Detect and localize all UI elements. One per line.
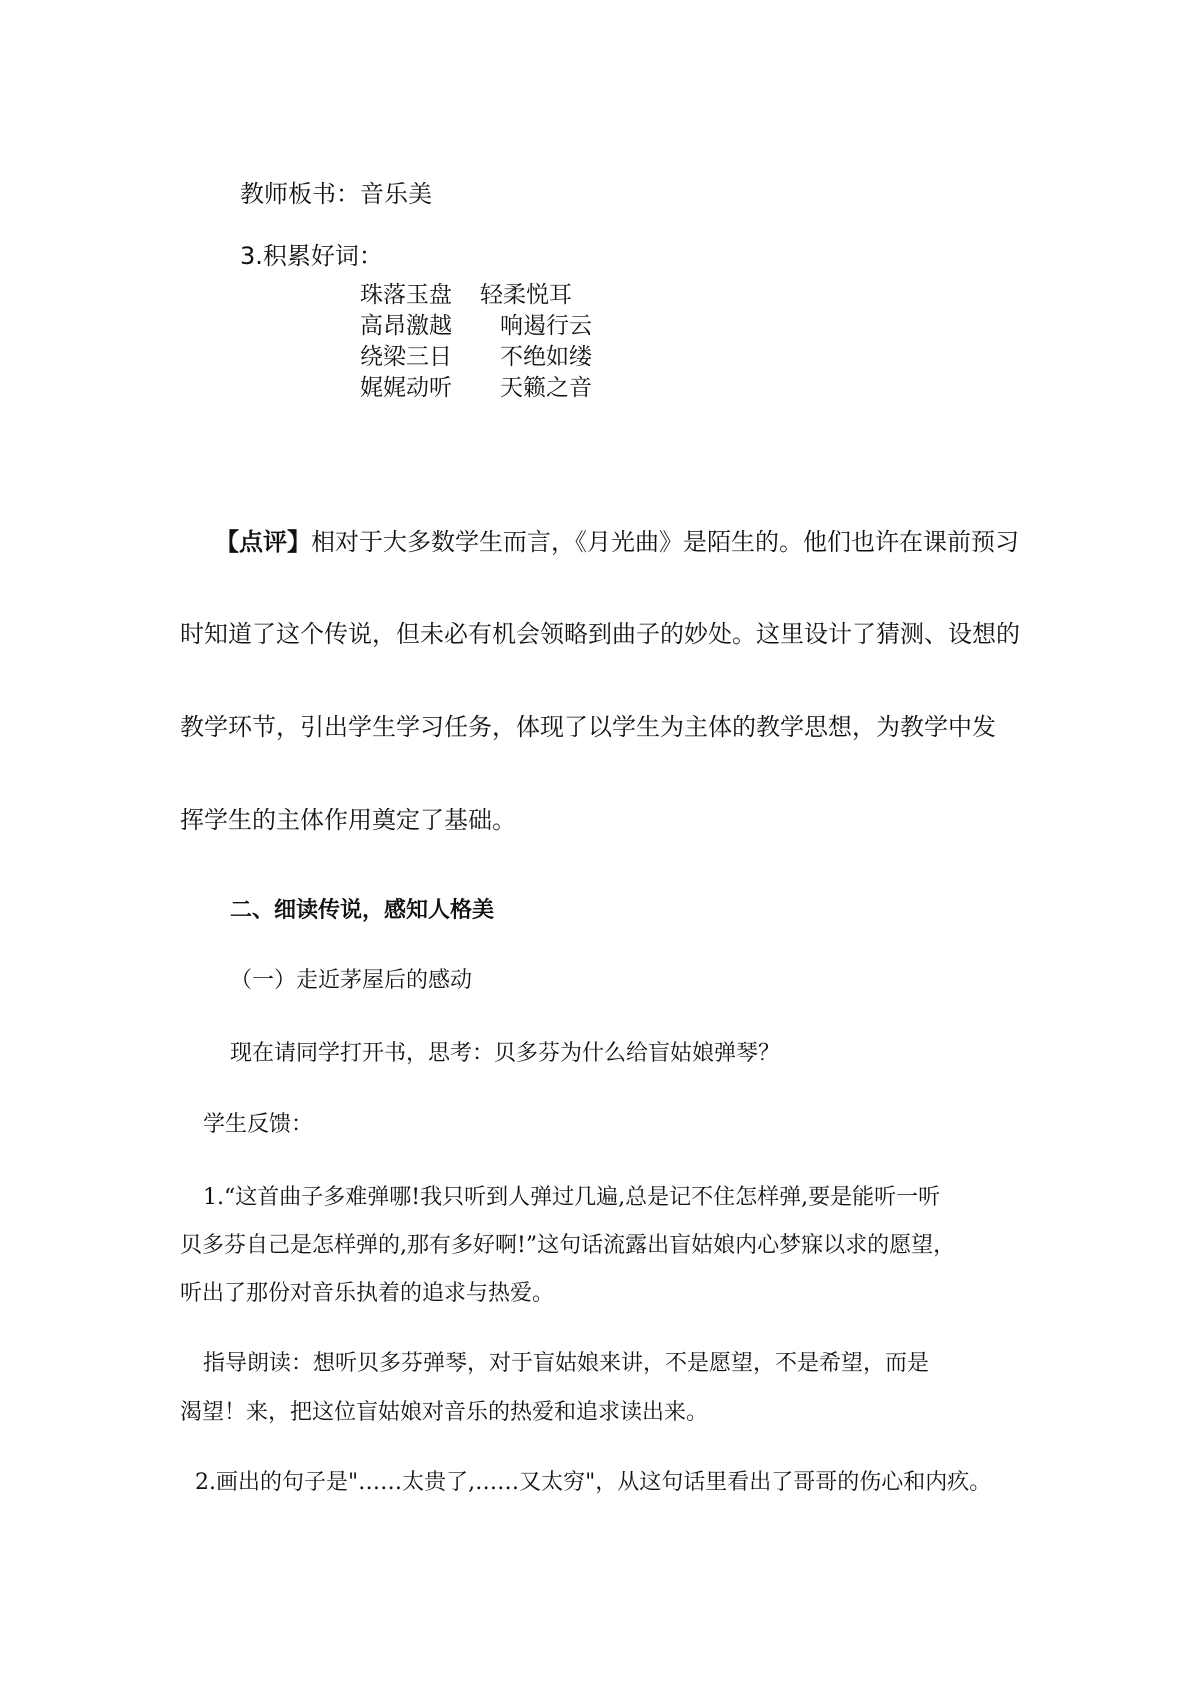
- vocab-word: 高昂激越: [360, 313, 452, 339]
- comment-line: 教学环节，引出学生学习任务，体现了以学生为主体的教学思想，为教学中发: [180, 713, 996, 741]
- guide-line: 渴望！来，把这位盲姑娘对音乐的热爱和追求读出来。: [180, 1400, 709, 1425]
- vocab-row: [360, 342, 592, 373]
- vocab-word: 娓娓动听: [360, 375, 452, 401]
- item1-line: 1.“这首曲子多难弹哪!我只听到人弹过几遍,总是记不住怎样弹,要是能听一听: [203, 1185, 941, 1210]
- feedback-label: 学生反馈：: [203, 1112, 314, 1137]
- item1-line: 听出了那份对音乐执着的追求与热爱。: [180, 1281, 555, 1306]
- comment-line: 挥学生的主体作用奠定了基础。: [180, 806, 516, 834]
- comment-text: 相对于大多数学生而言，《月光曲》是陌生的。他们也许在课前预习: [311, 528, 1019, 556]
- vocab-word: 天籁之音: [500, 375, 592, 401]
- vocab-word: 不绝如缕: [500, 344, 592, 370]
- subsection-heading: （一）走近茅屋后的感动: [230, 968, 473, 993]
- item2-line: 2.画出的句子是"……太贵了,……又太穷"，从这句话里看出了哥哥的伤心和内疚。: [195, 1470, 992, 1495]
- vocab-word: 响遏行云: [500, 313, 592, 339]
- vocab-word: 绕梁三日: [360, 344, 452, 370]
- comment-label: 【点评】: [215, 528, 311, 556]
- item1-line: 贝多芬自己是怎样弹的,那有多好啊!”这句话流露出盲姑娘内心梦寐以求的愿望，: [180, 1233, 956, 1258]
- vocab-heading: 3.积累好词：: [240, 242, 383, 270]
- section-heading: 二、细读传说，感知人格美: [230, 897, 495, 923]
- board-title: 教师板书：音乐美: [240, 180, 432, 208]
- comment-line: 时知道了这个传说，但未必有机会领略到曲子的妙处。这里设计了猜测、设想的: [180, 620, 1020, 648]
- vocab-row: [360, 311, 592, 342]
- vocab-row: [360, 373, 592, 404]
- vocab-list: [360, 280, 592, 404]
- comment-line: [215, 522, 1019, 557]
- question-text: 现在请同学打开书，思考：贝多芬为什么给盲姑娘弹琴？: [230, 1041, 781, 1066]
- vocab-word: 轻柔悦耳: [480, 282, 572, 308]
- vocab-row: [360, 280, 592, 311]
- vocab-word: 珠落玉盘: [360, 282, 452, 308]
- guide-line: 指导朗读：想听贝多芬弹琴，对于盲姑娘来讲，不是愿望，不是希望，而是: [203, 1351, 930, 1376]
